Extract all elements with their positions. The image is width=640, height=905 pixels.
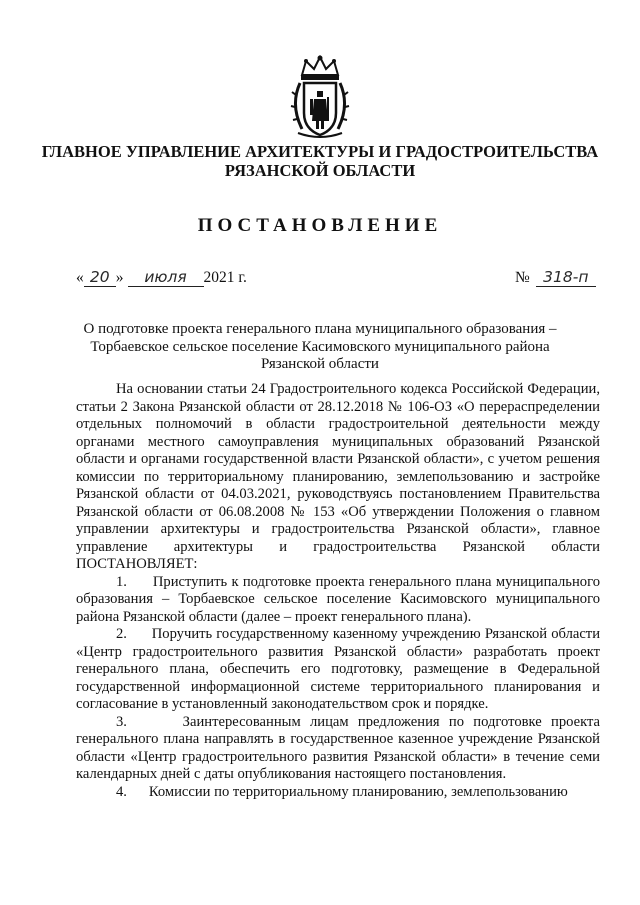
subject-line1: О подготовке проекта генерального плана муниципального образования – (83, 321, 557, 337)
document-date (76, 268, 247, 287)
agency-name-line1: ГЛАВНОЕ УПРАВЛЕНИЕ АРХИТЕКТУРЫ И ГРАДОСТРОИТЕЛЬСТВА (41, 142, 599, 161)
date-open-quote: « (76, 269, 84, 286)
document-number (515, 268, 596, 287)
date-month: июля (128, 268, 204, 287)
order-item-3: 3. Заинтересованным лицам предложения по подготовке проекта генерального плана направлять в государственное казенное учреждение Рязанской области «Центр градостроительного развития Рязанской области» в течение семи календарных дней с даты опубликования настоящего постановления. (76, 713, 600, 782)
document-body (76, 381, 600, 801)
subject-line2: Торбаевское сельское поселение Касимовского муниципального района (90, 338, 550, 355)
document-type-title: ПОСТАНОВЛЕНИЕ (197, 215, 443, 236)
document-subject (60, 321, 580, 374)
subject-line3: Рязанской области (261, 356, 379, 372)
date-day: 20 (84, 268, 116, 287)
agency-name-line2: РЯЗАНСКОЙ ОБЛАСТИ (224, 161, 416, 180)
order-item-4: 4. Комиссии по территориальному планированию, землепользованию (116, 783, 568, 800)
number-value: 318-п (536, 268, 596, 287)
order-item-2: 2. Поручить государственному казенному учреждению Рязанской области «Центр градостроительного развития Рязанской области» разработать проект генерального плана, обеспечить его подготовку, размещение в Федеральной государственной информационной системе территориального планирования и согласование в установленный законодательством срок и порядке. (76, 626, 600, 712)
number-label: № (515, 269, 530, 286)
preamble-paragraph: На основании статьи 24 Градостроительного кодекса Российской Федерации, статьи 2 Закона Рязанской области от 28.12.2018 № 106-ОЗ «О перераспределении отдельных полномочий в области градостроительной деятельности между органами местного самоуправления муниципальных образований Рязанской области и органами государственной власти Рязанской области», с учетом решения комиссии по территориальному планированию, землепользованию и застройке Рязанской области от 04.03.2021, руководствуясь постановлением Правительства Рязанской области от 06.08.2008 № 153 «Об утверждении Положения о главном управлении архитектуры и градостроительства Рязанской области», главное управление архитектуры и градостроительства Рязанской области ПОСТАНОВЛЯЕТ: (76, 381, 600, 572)
agency-name (40, 142, 600, 180)
order-item-1: 1. Приступить к подготовке проекта генерального плана муниципального образования – Торбаевское сельское поселение Касимовского муниципального района Рязанской области (далее – проект генерального плана). (76, 573, 600, 625)
date-close-quote: » (115, 269, 124, 286)
date-year: 2021 г. (203, 269, 247, 286)
ryazan-coat-of-arms-icon (288, 55, 352, 140)
